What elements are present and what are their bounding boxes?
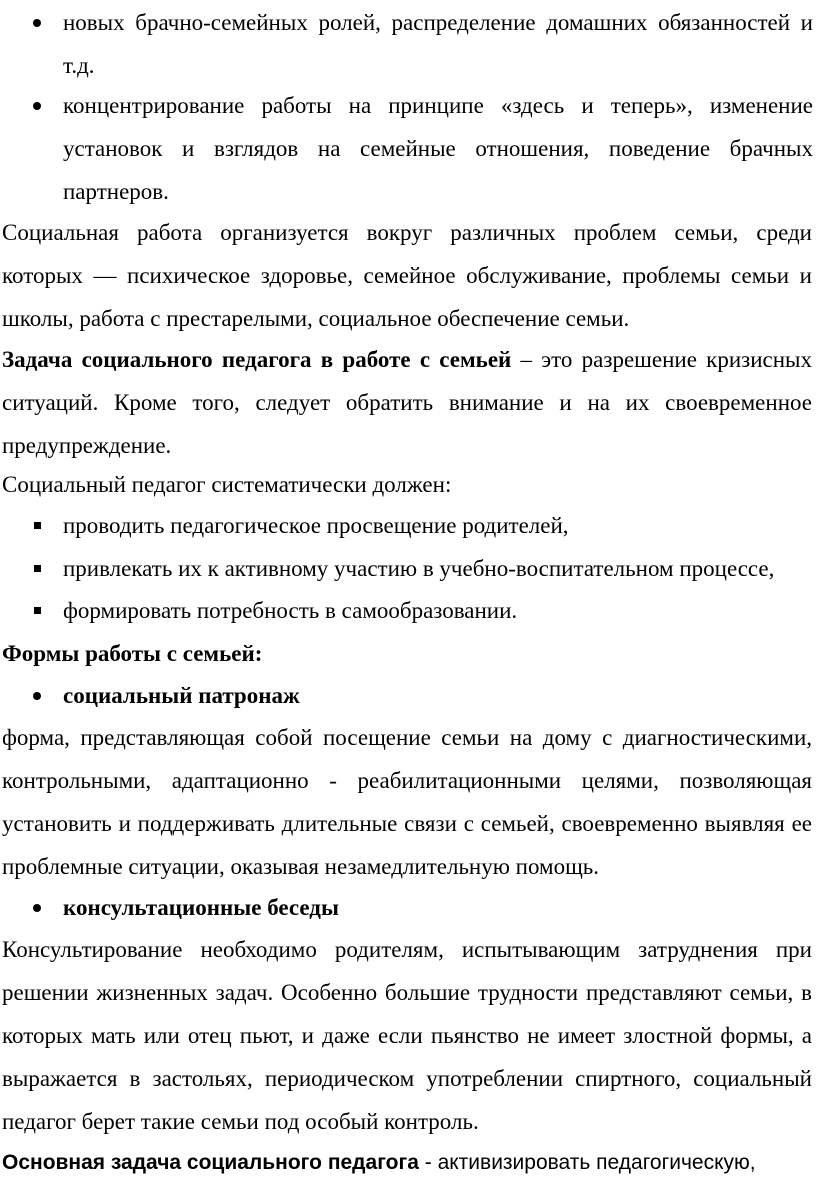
task-paragraph: [2, 338, 812, 467]
bullet-dot-icon: [30, 886, 44, 929]
list2-item: формировать потребность в самообразовании.: [63, 598, 518, 623]
form2-title: [63, 886, 813, 929]
form2-text: Консультирование необходимо родителям, испытывающим затруднения при решении жизненных задач. Особенно большие трудности представляют семьи, в которых мать или отец пьют, и даже если пьянство не имеет злостной формы, а выражается в застольях, периодическом употреблении спиртного, социальный педагог берет такие семьи под особый контроль.: [2, 937, 812, 1134]
main-task-bold: Основная задача социального педагога: [2, 1151, 419, 1174]
bullet-dot-icon: [30, 674, 44, 717]
list2-item: привлекать их к активному участию в учебно-воспитательном процессе,: [63, 556, 775, 581]
bullet-dot-icon: [30, 1, 44, 44]
task-rest: – это разрешение кризисных ситуаций. Кроме того, следует обратить внимание и на их своевременное предупреждение.: [2, 347, 812, 458]
list1-item: концентрирование работы на принципе «здесь и теперь», изменение установок и взглядов на семейные отношения, поведение брачных партнеров.: [63, 93, 813, 204]
bullet-dot-icon: [30, 84, 44, 127]
social-work-paragraph: Социальная работа организуется вокруг различных проблем семьи, среди которых — психическое здоровье, семейное обслуживание, проблемы семьи и школы, работа с престарелыми, социальное обеспечение семьи.: [2, 220, 812, 331]
forms-heading-text: Формы работы с семьей:: [2, 641, 263, 666]
list1-item: новых брачно-семейных ролей, распределение домашних обязанностей и т.д.: [63, 10, 813, 78]
list2-item: проводить педагогическое просвещение родителей,: [63, 513, 569, 538]
form2-title-text: консультационные беседы: [63, 895, 339, 920]
form1-title: [63, 674, 813, 717]
main-task-rest: - активизировать педагогическую,: [418, 1151, 756, 1174]
forms-heading: [2, 632, 812, 675]
form1-title-text: социальный патронаж: [63, 683, 300, 708]
task-bold: Задача социального педагога в работе с семьей: [2, 347, 512, 372]
main-task-paragraph: [2, 1141, 812, 1184]
bullet-square-icon: [30, 504, 44, 547]
duties-intro: Социальный педагог систематически должен:: [2, 472, 452, 497]
form1-text: форма, представляющая собой посещение семьи на дому с диагностическими, контрольными, адаптационно - реабилитационными целями, позволяющая установить и поддерживать длительные связи с семьей, своевременно выявляя ее проблемные ситуации, оказывая незамедлительную помощь.: [2, 725, 812, 879]
bullet-square-icon: [30, 547, 44, 590]
bullet-square-icon: [30, 589, 44, 632]
